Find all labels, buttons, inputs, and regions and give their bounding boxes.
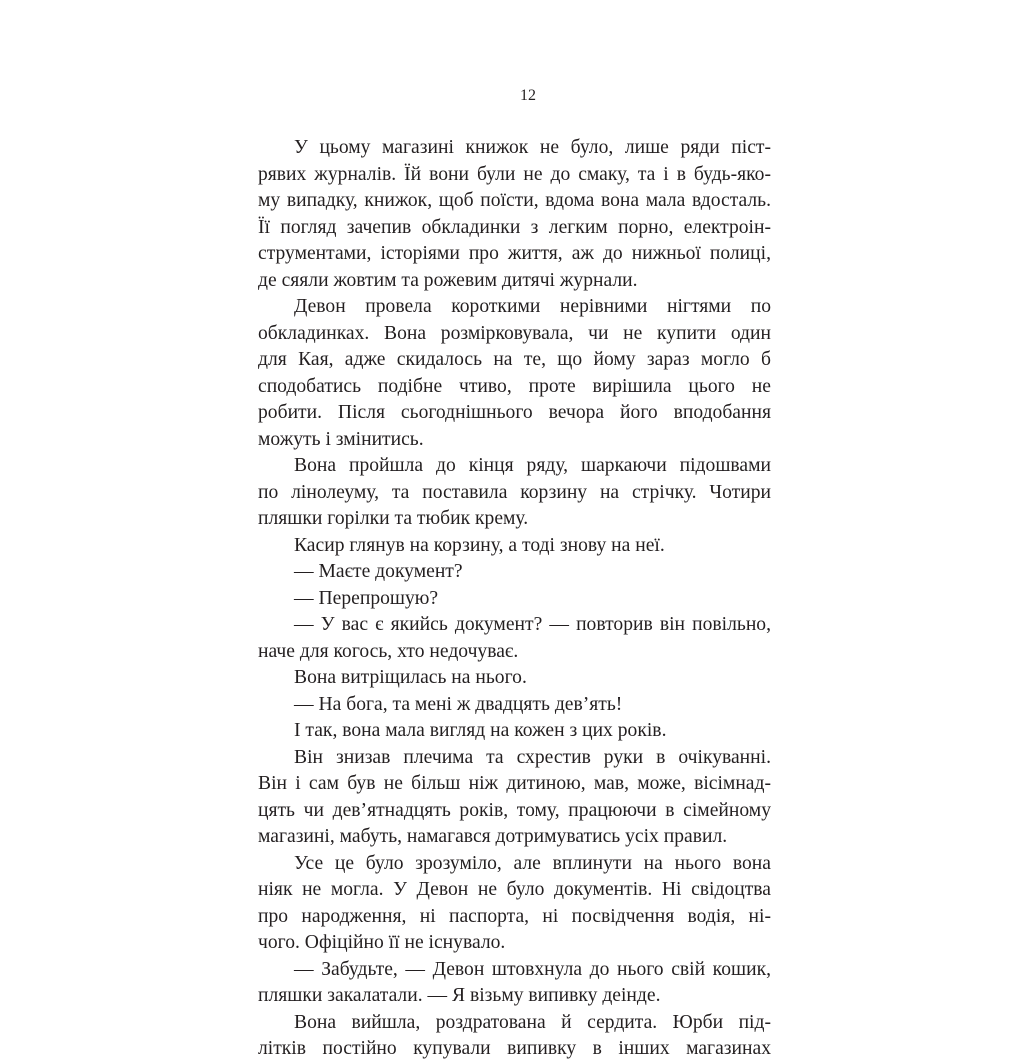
text-line: Усе це було зрозуміло, але вплинути на нього вона xyxy=(294,852,771,874)
text-line: — Перепрошую? xyxy=(294,587,439,609)
text-line: Девон провела короткими нерівними нігтями по xyxy=(294,296,771,317)
text-line: му випадку, книжок, щоб поїсти, вдома вона мала вдосталь. xyxy=(258,190,771,211)
text-line: Він знизав плечима та схрестив руки в очікуванні. xyxy=(294,746,771,768)
page-number: 12 xyxy=(520,87,536,104)
paragraph xyxy=(258,612,771,665)
paragraph xyxy=(258,453,771,533)
text-line: І так, вона мала вигляд на кожен з цих років. xyxy=(294,720,667,741)
paragraph xyxy=(258,135,771,294)
paragraph xyxy=(258,586,771,613)
paragraph xyxy=(258,1010,771,1063)
text-line: — На бога, та мені ж двадцять дев’ять! xyxy=(294,693,623,715)
text-line: Вона витріщилась на нього. xyxy=(294,667,527,688)
text-line: по лінолеуму, та поставила корзину на стрічку. Чотири xyxy=(258,481,771,503)
text-line: чого. Офіційно її не існувало. xyxy=(258,932,506,953)
text-line: ніяк не могла. У Девон не було документів. Ні свідоцтва xyxy=(258,879,771,900)
paragraph xyxy=(258,533,771,560)
paragraph xyxy=(258,718,771,745)
paragraph xyxy=(258,559,771,586)
text-line: обкладинках. Вона розмірковувала, чи не купити один xyxy=(258,322,771,344)
paragraph xyxy=(258,692,771,719)
body-text xyxy=(258,135,771,1063)
text-line: цять чи дев’ятнадцять років, тому, працюючи в сімейному xyxy=(258,799,771,821)
text-line: струментами, історіями про життя, аж до нижньої полиці, xyxy=(258,243,771,264)
text-line: де сяяли жовтим та рожевим дитячі журнали. xyxy=(258,269,638,291)
text-line: рявих журналів. Їй вони були не до смаку, та і в будь-яко- xyxy=(258,163,771,185)
text-line: — Маєте документ? xyxy=(294,561,463,582)
text-line: наче для когось, хто недочуває. xyxy=(258,640,519,662)
paragraph xyxy=(258,851,771,957)
paragraph xyxy=(258,957,771,1010)
text-line: — У вас є якийсь документ? — повторив він повільно, xyxy=(294,614,771,635)
text-line: робити. Після сьогоднішнього вечора його вподобання xyxy=(258,402,771,423)
text-line: літків постійно купували випивку в інших магазинах xyxy=(258,1038,771,1059)
text-line: пляшки горілки та тюбик крему. xyxy=(258,508,529,529)
text-line: можуть і змінитись. xyxy=(258,428,424,450)
text-line: про народження, ні паспорта, ні посвідчення водія, ні- xyxy=(258,905,771,927)
paragraph xyxy=(258,665,771,692)
text-line: — Забудьте, — Девон штовхнула до нього свій кошик, xyxy=(294,958,771,980)
text-line: Вона пройшла до кінця ряду, шаркаючи підошвами xyxy=(294,455,771,476)
text-line: У цьому магазині книжок не було, лише ряди піст- xyxy=(294,137,771,158)
text-line: для Кая, адже скидалось на те, що йому зараз могло б xyxy=(258,349,771,370)
text-line: сподобатись подібне чтиво, проте вирішила цього не xyxy=(258,375,771,397)
paragraph xyxy=(258,294,771,453)
text-line: Він і сам був не більш ніж дитиною, мав, може, вісімнад- xyxy=(258,773,771,794)
text-line: Касир глянув на корзину, а тоді знову на неї. xyxy=(294,534,665,556)
text-line: Її погляд зачепив обкладинки з легким порно, електроін- xyxy=(258,216,771,238)
text-line: Вона вийшла, роздратована й сердита. Юрби під- xyxy=(294,1011,771,1033)
text-line: магазині, мабуть, намагався дотримуватись усіх правил. xyxy=(258,826,728,847)
text-line: пляшки закалатали. — Я візьму випивку деінде. xyxy=(258,985,661,1006)
paragraph xyxy=(258,745,771,851)
